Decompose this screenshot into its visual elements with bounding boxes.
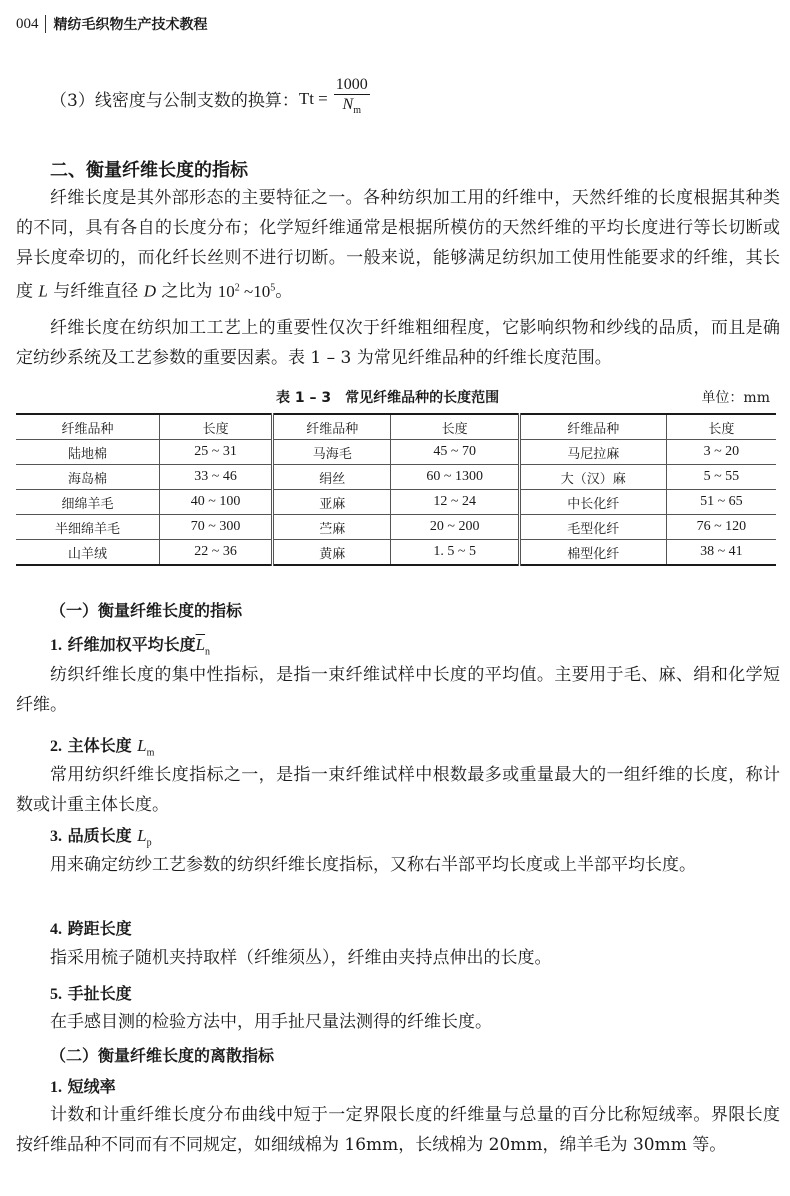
table-cell: 45 ~ 70: [391, 440, 519, 465]
formula-label: （3）线密度与公制支数的换算：: [50, 91, 299, 112]
table-row: [16, 515, 776, 540]
table-cell: 33 ~ 46: [160, 465, 273, 490]
page-header: [16, 12, 208, 36]
formula-lhs: Tt =: [298, 88, 328, 108]
table-caption-row: [16, 387, 776, 409]
table-header-cell: 纤维品种: [16, 414, 160, 440]
subsection-heading-2: （二）衡量纤维长度的离散指标: [50, 1046, 275, 1065]
table-header-cell: 纤维品种: [519, 414, 666, 440]
table-cell: 海岛棉: [16, 465, 160, 490]
formula-line: [50, 76, 370, 121]
paragraph-short-fiber-rate: 计数和计重纤维长度分布曲线中短于一定界限长度的纤维量与总量的百分比称短绒率。界限长度按纤维品种不同而有不同规定，如细绒棉为 16mm，长绒棉为 20mm，绵羊毛为 30mm 等。: [16, 1105, 780, 1155]
table-cell: 中长化纤: [519, 490, 666, 515]
subsection-heading-1: （一）衡量纤维长度的指标: [50, 601, 243, 620]
paragraph-importance: 纤维长度在纺织加工工艺上的重要性仅次于纤维粗细程度，它影响织物和纱线的品质，而且是确定纺纱系统及工艺参数的重要因素。表 1 – 3 为常见纤维品种的纤维长度范围。: [16, 318, 780, 368]
table-cell: 苎麻: [273, 515, 391, 540]
table-cell: 半细绵羊毛: [16, 515, 160, 540]
table-cell: 76 ~ 120: [666, 515, 776, 540]
table-cell: 5 ~ 55: [666, 465, 776, 490]
formula-fraction: [334, 76, 370, 121]
table-header-row: [16, 414, 776, 440]
paragraph-span-length: 指采用梳子随机夹持取样（纤维须丛），纤维由夹持点伸出的长度。: [50, 948, 552, 968]
table-cell: 陆地棉: [16, 440, 160, 465]
section-heading: 二、衡量纤维长度的指标: [50, 160, 248, 181]
table-row: [16, 440, 776, 465]
table-cell: 棉型化纤: [519, 540, 666, 566]
table-header-cell: 长度: [391, 414, 519, 440]
page-number: 004: [16, 15, 39, 32]
table-header-cell: 长度: [160, 414, 273, 440]
paragraph-weighted-mean: 纺织纤维长度的集中性指标，是指一束纤维试样中长度的平均值。主要用于毛、麻、绢和化学短纤维。: [16, 665, 780, 715]
table-cell: 马尼拉麻: [519, 440, 666, 465]
item-heading-short-fiber-rate: 1. 短绒率: [50, 1077, 116, 1096]
book-title: 精纺毛织物生产技术教程: [53, 17, 208, 33]
table-cell: 黄麻: [273, 540, 391, 566]
formula-numerator: 1000: [335, 76, 368, 93]
table-cell: 22 ~ 36: [160, 540, 273, 566]
table-cell: 大（汉）麻: [519, 465, 666, 490]
table-cell: 1. 5 ~ 5: [391, 540, 519, 566]
table-row: [16, 490, 776, 515]
table-header-cell: 长度: [666, 414, 776, 440]
table-cell: 12 ~ 24: [391, 490, 519, 515]
paragraph-modal-length: 常用纺织纤维长度指标之一，是指一束纤维试样中根数最多或重量最大的一组纤维的长度，称计数或计重主体长度。: [16, 765, 780, 815]
item-heading-modal-length: 2. 主体长度 $L_m$: [50, 736, 155, 759]
formula-denominator: $N_m$: [342, 96, 361, 117]
item-heading-quality-length: 3. 品质长度 $L_p$: [50, 826, 152, 849]
table-cell: 70 ~ 300: [160, 515, 273, 540]
table-header-cell: 纤维品种: [273, 414, 391, 440]
table-cell: 亚麻: [273, 490, 391, 515]
item-heading-hand-length: 5. 手扯长度: [50, 984, 132, 1003]
paragraph-fiber-length: 纤维长度是其外部形态的主要特征之一。各种纺织加工用的纤维中，天然纤维的长度根据其种类的不同，具有各自的长度分布；化学短纤维通常是根据所模仿的天然纤维的平均长度进行等长切断或异长度牵切的，而化纤长丝则不进行切断。一般来说，能够满足纺织加工使用性能要求的纤维，其长度 L 与纤维直径 D 之比为 $10^2$ $\sim 10^5$。: [16, 188, 780, 302]
table-cell: 马海毛: [273, 440, 391, 465]
item-heading-span-length: 4. 跨距长度: [50, 919, 132, 938]
table-cell: 60 ~ 1300: [391, 465, 519, 490]
table-cell: 40 ~ 100: [160, 490, 273, 515]
table-cell: 毛型化纤: [519, 515, 666, 540]
item-heading-weighted-mean-length: 1. 纤维加权平均长度$\overline{L}_n$: [50, 635, 211, 658]
table-cell: 38 ~ 41: [666, 540, 776, 566]
table-cell: 20 ~ 200: [391, 515, 519, 540]
table-caption: 表 1 – 3 常见纤维品种的长度范围: [276, 390, 500, 406]
table-row: [16, 540, 776, 566]
header-divider: [45, 15, 46, 33]
paragraph-quality-length: 用来确定纺纱工艺参数的纺织纤维长度指标，又称右半部平均长度或上半部平均长度。: [50, 855, 696, 875]
table-cell: 25 ~ 31: [160, 440, 273, 465]
table-cell: 3 ~ 20: [666, 440, 776, 465]
table-unit: 单位：mm: [701, 390, 770, 406]
table-cell: 绢丝: [273, 465, 391, 490]
table-cell: 51 ~ 65: [666, 490, 776, 515]
fiber-length-table: [16, 413, 776, 566]
table-cell: 细绵羊毛: [16, 490, 160, 515]
table-row: [16, 465, 776, 490]
paragraph-hand-length: 在手感目测的检验方法中，用手扯尺量法测得的纤维长度。: [50, 1012, 492, 1032]
table-cell: 山羊绒: [16, 540, 160, 566]
